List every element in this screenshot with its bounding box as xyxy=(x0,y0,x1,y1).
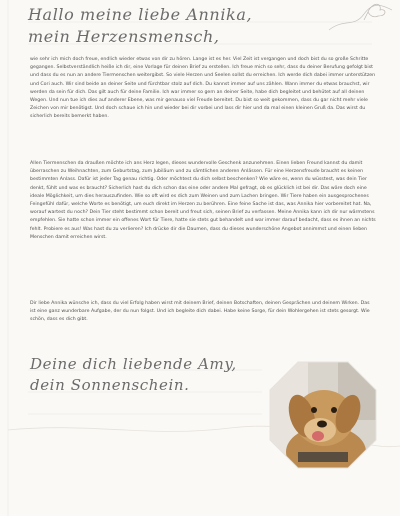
dog-photo xyxy=(268,360,378,470)
greeting-line-1: Hallo meine liebe Annika, xyxy=(28,5,253,24)
greeting-line-2: mein Herzensmensch, xyxy=(28,27,220,46)
closing-line-1: Deine dich liebende Amy, xyxy=(30,355,237,373)
closing-signature xyxy=(30,354,237,396)
letter-paragraph-1: wie sehr ich mich doch freue, endlich wieder etwas von dir zu hören. Lange ist es her. Viel Zeit ist vergangen und doch bist du so große Schritte gegangen. Selbstverständlich heiße ich dir, eine Vorlage für deinen Brief zu erstellen. Ich freue mich so sehr, dass du deiner Berufung gefolgt bist und dass du es nun an andere Tiermenschen weitergibst. So viele Herzen und Seelen sollst du erreichen. Ich werde dich dabei immer unterstützen und Cori auch. Wir sind beide an deiner Seite und fürchtbar stolz auf dich. Du kannst immer auf uns zählen. Wann immer du etwas brauchst, wir werden da sein für dich. Das gilt auch für deine Familie. Ich war immer so gern an deiner Seite, habe dich begleitet und behütet auf all deinen Wegen. Und nun tue ich dies auf anderer Ebene, was mir genauso viel Freude bereitet. Du bist so weit gekommen, dass du gar nicht mehr viele Zeichen von mir benötigst. Und doch schaue ich hin und wieder bei dir vorbei und lass dir hier und da mal einen kleinen Gruß da. Das wirst du sicherlich bereits bemerkt haben. xyxy=(30,57,376,120)
letter-paragraph-3: Dir liebe Annika wünsche ich, dass du viel Erfolg haben wirst mit deinem Brief, deinen Botschaften, deinen Gesprächen und deinem Wirken. Das ist eine ganz wunderbare Aufgabe, der du nun folgst. Und ich begleite dich dabei. Habe keine Sorge, für dein Wohlergehen ist stets gesorgt. Wie schön, dass es dich gibt. xyxy=(30,301,370,323)
closing-line-2: dein Sonnenschein. xyxy=(30,376,190,394)
greeting xyxy=(28,4,252,48)
golden-retriever-image xyxy=(268,360,378,470)
butterfly-outline-icon xyxy=(324,0,394,34)
letter-paragraph-2: Allen Tiermenschen da draußen möchte ich ans Herz legen, dieses wundervolle Geschenk anzunehmen. Einen lieben Freund kannst du damit überraschen zu Weihnachten, zum Geburtstag, zum Jubiläum und zu sämtlichen anderen Anlässen. Für eine Herzensfreude braucht es keinen bestimmten Anlass. Dafür ist jeder Tag genau richtig. Oder möchtest du dich selbst beschenken? Wie wäre es, wenn du wüsstest, was dein Tier denkt, fühlt und was es braucht? Sicherlich hast du dich schon das eine oder andere Mal gefragt, ob es glücklich ist bei dir. Das wäre doch eine ideale Möglichkeit, um dies herauszufinden. Wie so oft wird es dich zum Weinen und zum Lachen bringen. Wir Tiere haben ein ausgesprochenes Feingefühl dafür, welche Worte es benötigt, um euch direkt im Herzen zu berühren. Eine feine Sache ist das, was Annika hier vorbereitet hat. Na, worauf wartest du noch? Dein Tier steht bestimmt schon bereit und freut sich, seinen Brief zu verfassen. Meine Annika kann ich dir nur wärmstens empfehlen. Sie hatte schon immer ein offenes Wort für Tiere, hatte sie stets gut behandelt und war immer darauf bedacht, dass es ihnen an nichts fehlt. Probiere es aus! Was hast du zu verlieren? Ich drücke dir die Daumen, dass du dieses wunderschöne Angebot annimmst und einen lieben Menschen damit erreichen wirst. xyxy=(30,161,376,240)
